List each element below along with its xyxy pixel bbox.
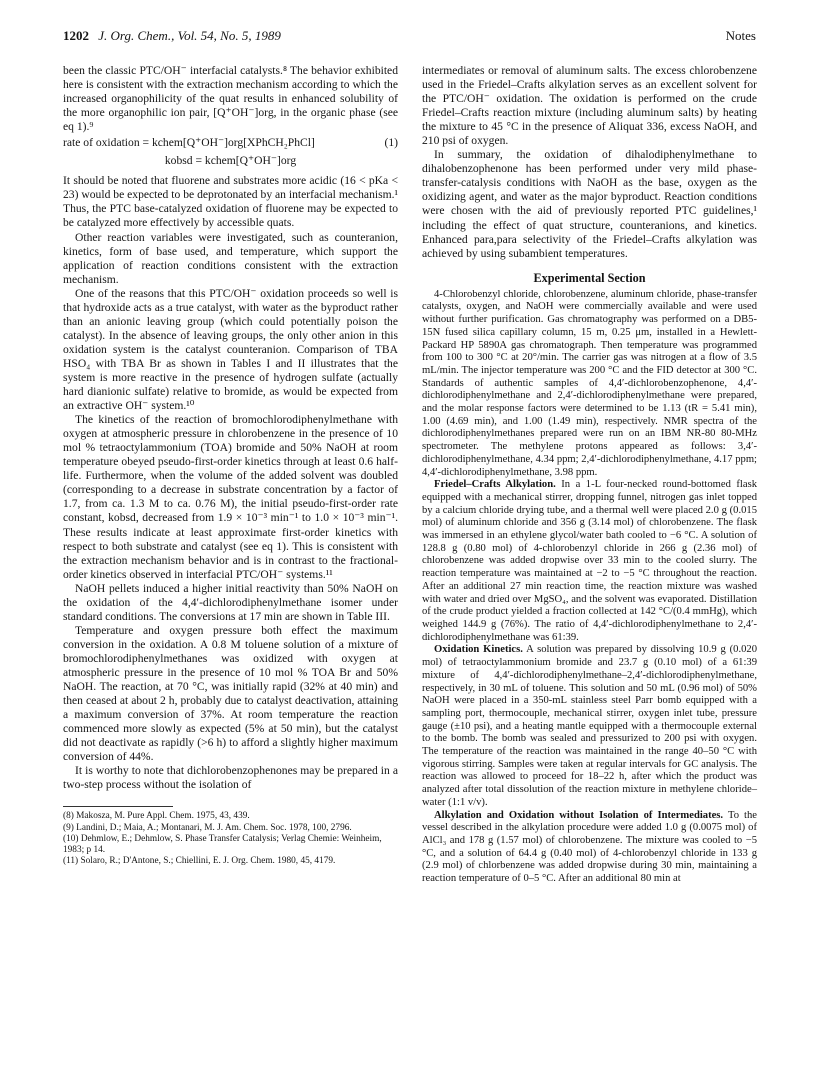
page-number: 1202 [63, 28, 89, 43]
left-paragraph-2: It should be noted that fluorene and substrates more acidic (16 < pKa < 23) would be expected to be deprotonated by an interfacial mechanism.¹ Thus, the PTC base-catalyzed oxidation of fluorene may be expected to be catalyzed more effectively by accessible quats. [63, 174, 398, 230]
equation-1-text: rate of oxidation = kchem[Q⁺OH⁻]org[XPhCH₂PhCl] [63, 136, 315, 150]
running-header [63, 28, 756, 46]
left-paragraph-4: One of the reasons that this PTC/OH⁻ oxidation proceeds so well is that hydroxide acts as a true catalyst, with water as the byproduct rather than an anionic leaving group (which could potentially poison the catalyst). In the absence of leaving groups, the only other anion in this oxidation system is the catalyst counteranion. Comparison of TBA HSO₄ with TBA Br as shown in Tables I and II illustrates that the system is more reactive in the presence of hydrogen sulfate (actually hard dianionic sulfate) relative to bromide, as would be expected from an extractive OH⁻ system.¹⁰ [63, 286, 398, 413]
right-paragraph-1: intermediates or removal of aluminum salts. The excess chlorobenzene used in the Friedel–Crafts alkylation serves as an excellent solvent for the PTC/OH⁻ oxidation. The oxidation is performed on the crude Friedel–Crafts reaction mixture (including aluminum salts) by heating the mixture to 45 °C in the presence of Aliquat 336, excess NaOH, and 210 psi of oxygen. [422, 64, 757, 148]
footnote-8: (8) Makosza, M. Pure Appl. Chem. 1975, 43, 439. [63, 811, 250, 822]
left-paragraph-3: Other reaction variables were investigated, such as counteranion, kinetics, form of base used, and temperature, which support the application of reaction conditions consistent with the extraction mechanism. [63, 230, 398, 286]
left-paragraph-5: The kinetics of the reaction of bromochlorodiphenylmethane with oxygen at atmospheric pressure in chlorobenzene in the presence of 10 mol % tetraoctylammonium (TOA) bromide and 50% NaOH at room temperature obeyed pseudo-first-order kinetics through at least 0.6 half-life. Furthermore, when the volume of the added solvent was doubled (corresponding to a decrease in substrate concentration by a factor of 1.7, from ca. 1.3 M to ca. 0.76 M), the initial pseudo-first-order rate constant, kobsd, decreased from 1.9 × 10⁻³ min⁻¹ to 1.0 × 10⁻³ min⁻¹. These results indicate at least approximate first-order kinetics with respect to both substrate and catalyst (see eq 1). This is consistent with the extraction mechanism behavior and is in contrast to the fractional-order kinetics observed in interfacial PTC/OH⁻ systems.¹¹ [63, 413, 398, 581]
equation-1 [63, 136, 398, 150]
footnote-9: (9) Landini, D.; Maia, A.; Montanari, M. J. Am. Chem. Soc. 1978, 100, 2796. [63, 822, 352, 833]
equation-2: kobsd = kchem[Q⁺OH⁻]org [164, 154, 297, 168]
kinetics-text: A solution was prepared by dissolving 10.9 g (0.020 mol) of tetraoctylammonium bromide and 23.7 g (0.10 mol) of a 61:39 mixture of 4,4′-dichlorodiphenylmethane–2,4′-dichlorodiphenylmethane, respectively, in 30 mL of toluene. This solution and 50 mL (0.96 mol) of 50% NaOH were placed in a 350-mL stainless steel Parr bomb equipped with a sampling port, thermocouple, mechanical stirrer, oxygen inlet tube, pressure gauge (±10 psi), and a heating mantle equipped with a thermocouple external to the bomb. The bomb was sealed and pressurized to 200 psi with oxygen. The temperature of the reaction was maintained in the range 40–50 °C with vigorous stirring. Samples were taken at regular intervals for GC analysis. The reaction was allowed to proceed for 18–22 h, after which the product was analyzed after total dissolution of the reaction mixture in methylene chloride–water (1:1 v/v). [422, 644, 758, 808]
footnote-11: (11) Solaro, R.; D'Antone, S.; Chiellini, E. J. Org. Chem. 1980, 45, 4179. [63, 856, 336, 867]
journal-citation: J. Org. Chem., Vol. 54, No. 5, 1989 [98, 28, 281, 43]
footnote-rule [63, 806, 173, 807]
footnote-10: (10) Dehmlow, E.; Dehmlow, S. Phase Transfer Catalysis; Verlag Chemie: Weinheim, 1983; p 14. [63, 833, 382, 855]
kinetics-heading: Oxidation Kinetics. [434, 644, 523, 656]
right-column [422, 64, 757, 886]
left-paragraph-6: NaOH pellets induced a higher initial reactivity than 50% NaOH on the oxidation of the 4,4′-dichlorodiphenylmethane isomer under standard conditions. The conversions at 17 min are shown in Table III. [63, 581, 398, 623]
alkylation-text: In a 1-L four-necked round-bottomed flask equipped with a mechanical stirrer, dropping funnel, nitrogen gas inlet topped by a calcium chloride drying tube, and a thermal well were placed 2.0 g (0.015 mol) of aluminum chloride and 356 g (3.14 mol) of chlorobenzene. The flask was immersed in an ethylene glycol/water bath cooled to −6 °C. A solution of 128.8 g (0.80 mol) of 4-chlorobenzyl chloride in 266 g (2.36 mol) of chlorobenzene was added dropwise over 33 min to the cooled slurry. The reaction temperature was maintained at −2 to −5 °C throughout the reaction. After an additional 27 min reaction time, the reaction mixture was washed with water and dried over MgSO₄, and the solvent was evaporated. Distillation of the crude product yielded a fraction collected at 142 °C/(0.4 mmHg), which weighed 144.9 g (76%). The ratio of 4,4′-dichlorodiphenylmethane to 2,4′-dichlorodiphenylmethane was 61:39. [422, 479, 757, 643]
alkylation-heading: Friedel–Crafts Alkylation. [434, 479, 556, 491]
equation-1-number: (1) [384, 136, 398, 150]
header-left [63, 28, 281, 44]
experimental-paragraph-3 [422, 644, 757, 809]
experimental-paragraph-1: 4-Chlorobenzyl chloride, chlorobenzene, aluminum chloride, phase-transfer catalysts, oxygen, and NaOH were commercially available and were used without further purification. Gas chromatography was performed on a DB5-15N fused silica capillary column, 15 m, 0.25 μm, installed in a Hewlett-Packard HP 5890A gas chromatograph. Then temperature was programmed from 100 to 300 °C at 20°/min. The carrier gas was nitrogen at a flow of 3.5 mL/min. The injector temperature was 200 °C and the FID detector at 300 °C. Standards of authentic samples of 4,4′-dichlorobenzophenone, 4,4′-dichlorodiphenylmethane and 2,4′-dichlorodiphenylmethane were prepared, and the molar response factors were determined to be 1.13 (tR = 5.41 min), 1.00 (4.69 min), and 1.00 (1.49 min), respectively. NMR spectra of the dichlorodiphenylmethanes prepared were run on an IBM NR-80 80-MHz spectrometer. The methylene protons appeared as follows: 3,4′-dichlorodiphenylmethane, 4.34 ppm; 2,4′-dichlorodiphenylmethane, 4.17 ppm; 4,4′-dichlorodiphenylmethane, 3.98 ppm. [422, 288, 757, 478]
left-paragraph-8: It is worthy to note that dichlorobenzophenones may be prepared in a two-step process without the isolation of [63, 764, 398, 792]
section-label: Notes [725, 28, 756, 43]
right-paragraph-2: In summary, the oxidation of dihalodiphenylmethane to dihalobenzophenone has been performed under very mild phase-transfer-catalysis conditions with NaOH as the base, oxygen as the oxidizing agent, and water as the major byproduct. Reaction conditions were chosen with the aid of previously reported PTC guidelines,¹ including the effect of quat structure, counteranions, and kinetics. Enhanced para,para selectivity of the Friedel–Crafts alkylation was achieved by using subambient temperatures. [422, 148, 757, 260]
experimental-heading: Experimental Section [533, 270, 646, 285]
left-paragraph-1: been the classic PTC/OH⁻ interfacial catalysts.⁸ The behavior exhibited here is consistent with the extraction mechanism according to which the increased organophilicity of the quat results in enhanced solubility of the more organophilic ion pair, [Q⁺OH⁻]org, in the organic phase (see eq 1).⁹ [63, 64, 398, 134]
one-pot-text: To the vessel described in the alkylation procedure were added 1.0 g (0.0075 mol) of AlCl₃ and 178 g (1.57 mol) of chlorobenzene. The mixture was cooled to −5 °C, and a solution of 64.4 g (0.40 mol) of 4-chlorobenzyl chloride in 133 g (2.9 mol) of chlorbenzene was added dropwise during 30 min, maintaining a reaction temperature of 0–5 °C. After an additional 80 min at [422, 809, 758, 885]
experimental-body [422, 289, 757, 886]
left-paragraph-7: Temperature and oxygen pressure both effect the maximum conversion in the oxidation. A 0.8 M toluene solution of a mixture of bromochlorodiphenylmethanes was oxidized with oxygen at atmospheric pressure in the presence of 10 mol % TOA Br and 50% NaOH. The reaction, at 70 °C, was initially rapid (32% at 40 min) and then ceased at about 2 h, probably due to catalyst deactivation, attaining a maximum conversion of 37%. At room temperature the reaction commenced more slowly as expected (5% at 50 min), but the catalyst did not deactivate as rapidly (>6 h) to afford a slightly higher maximum conversion of 44%. [63, 623, 398, 764]
experimental-paragraph-2 [422, 479, 757, 644]
footnotes [63, 811, 398, 867]
experimental-paragraph-4 [422, 810, 757, 886]
one-pot-heading: Alkylation and Oxidation without Isolation of Intermediates. [434, 809, 724, 821]
left-column [63, 64, 398, 867]
